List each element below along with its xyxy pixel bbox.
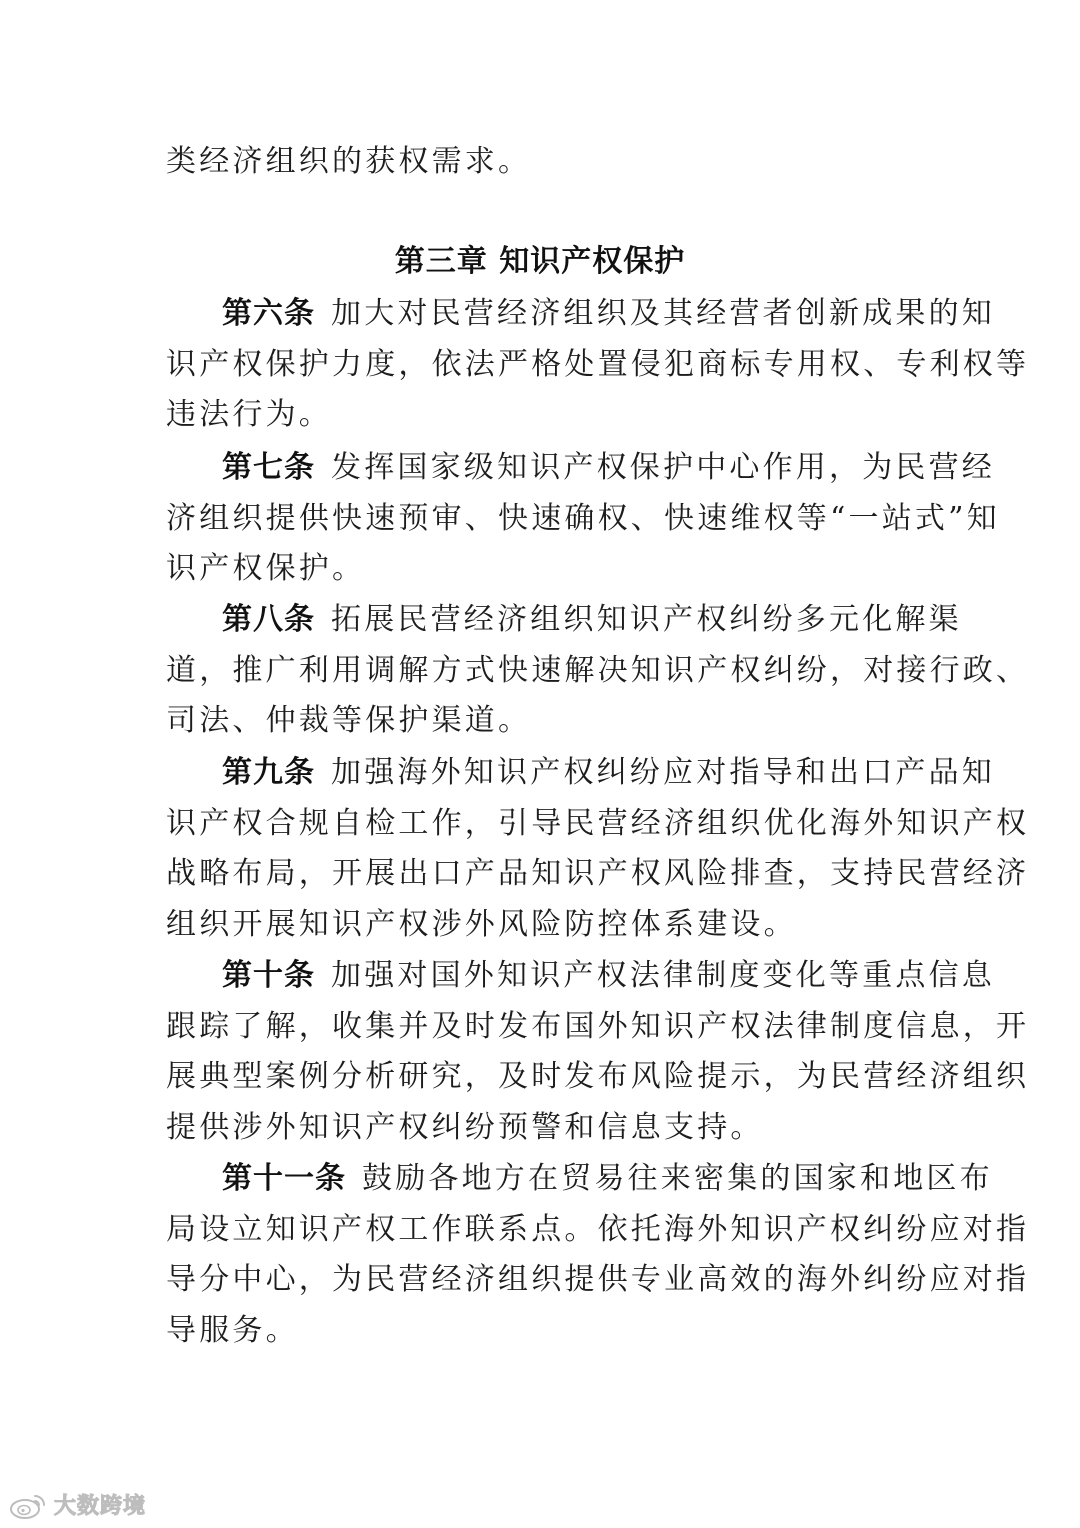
article-line: 展典型案例分析研究，及时发布风险提示，为民营经济组织 — [166, 1059, 1030, 1094]
article-text: 鼓励各地方在贸易往来密集的国家和地区布 — [362, 1161, 993, 1196]
article-label: 第九条 — [222, 755, 315, 790]
article-line: 识产权合规自检工作，引导民营经济组织优化海外知识产权 — [166, 806, 1030, 841]
chapter-title: 第三章 知识产权保护 — [394, 244, 686, 279]
article-first-line — [222, 755, 995, 791]
article-label: 第六条 — [222, 296, 315, 331]
article-first-line — [222, 958, 995, 994]
article-text: 拓展民营经济组织知识产权纠纷多元化解渠 — [331, 602, 962, 637]
article-line: 提供涉外知识产权纠纷预警和信息支持。 — [166, 1110, 764, 1145]
continuation-line: 类经济组织的获权需求。 — [166, 144, 532, 179]
article-text: 加强海外知识产权纠纷应对指导和出口产品知 — [331, 755, 995, 790]
article-line: 济组织提供快速预审、快速确权、快速维权等“一站式”知 — [166, 501, 1000, 536]
article-text: 加大对民营经济组织及其经营者创新成果的知 — [331, 296, 995, 331]
article-line: 识产权保护力度，依法严格处置侵犯商标专用权、专利权等 — [166, 347, 1030, 382]
article-first-line — [222, 602, 962, 638]
article-line: 局设立知识产权工作联系点。依托海外知识产权纠纷应对指 — [166, 1212, 1030, 1247]
article-line: 导服务。 — [166, 1313, 299, 1348]
watermark — [8, 1489, 146, 1520]
article-line: 跟踪了解，收集并及时发布国外知识产权法律制度信息，开 — [166, 1009, 1030, 1044]
article-first-line — [222, 1161, 993, 1197]
article-text: 加强对国外知识产权法律制度变化等重点信息 — [331, 958, 995, 993]
article-label: 第七条 — [222, 450, 315, 485]
article-line: 识产权保护。 — [166, 551, 366, 586]
article-line: 导分中心，为民营经济组织提供专业高效的海外纠纷应对指 — [166, 1262, 1030, 1297]
article-label: 第十条 — [222, 958, 315, 993]
article-line: 司法、仲裁等保护渠道。 — [166, 703, 532, 738]
article-first-line — [222, 450, 995, 486]
article-line: 道，推广利用调解方式快速解决知识产权纠纷，对接行政、 — [166, 653, 1030, 688]
article-line: 违法行为。 — [166, 397, 332, 432]
article-first-line — [222, 296, 995, 332]
article-label: 第十一条 — [222, 1161, 346, 1196]
weibo-logo-icon — [8, 1490, 50, 1520]
article-label: 第八条 — [222, 602, 315, 637]
article-line: 组织开展知识产权涉外风险防控体系建设。 — [166, 907, 797, 942]
article-line: 战略布局，开展出口产品知识产权风险排查，支持民营经济 — [166, 856, 1030, 891]
watermark-text: 大数跨境 — [54, 1494, 147, 1519]
article-text: 发挥国家级知识产权保护中心作用，为民营经 — [331, 450, 995, 485]
